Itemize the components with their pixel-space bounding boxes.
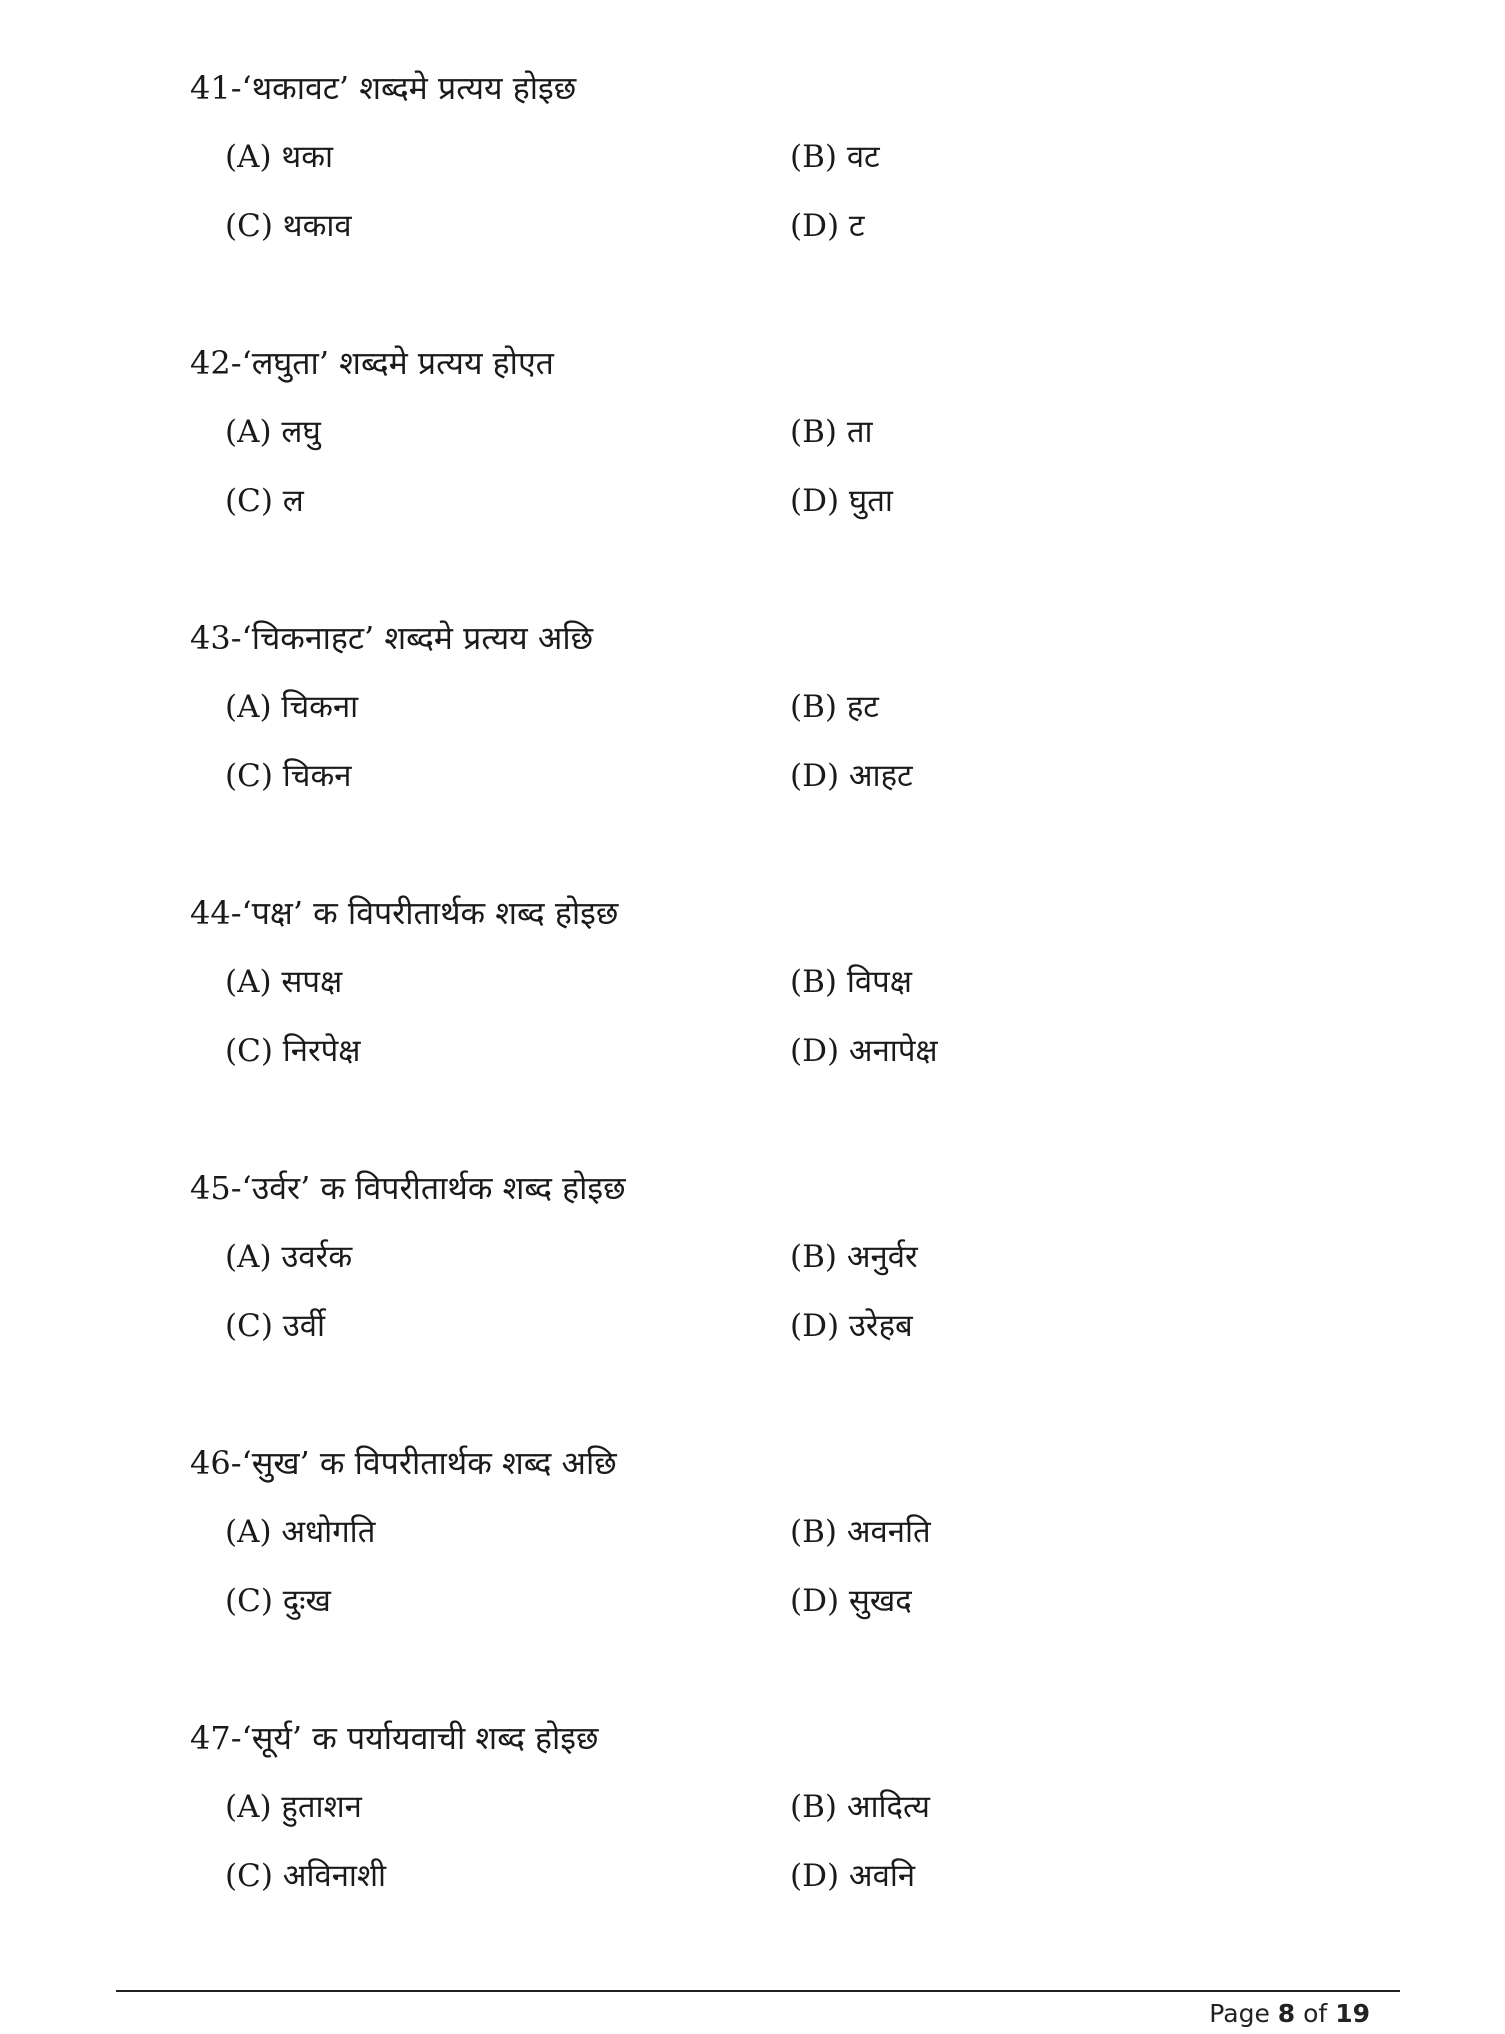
option-a: (A) हुताशन	[225, 1789, 362, 1825]
option-d: (D) अवनि	[790, 1858, 916, 1894]
question-44	[190, 893, 1340, 1071]
question-43	[190, 618, 1340, 796]
option-a: (A) लघु	[225, 414, 321, 450]
option-c: (C) थकाव	[225, 208, 352, 244]
option-a: (A) उवर्रक	[225, 1239, 353, 1275]
footer-divider	[116, 1990, 1400, 1992]
question-47	[190, 1718, 1340, 1896]
page-number	[1209, 1999, 1370, 2029]
options-grid	[190, 963, 1340, 1071]
options-grid	[190, 413, 1340, 521]
question-text: 44-‘पक्ष’ क विपरीतार्थक शब्द होइछ	[190, 894, 619, 932]
option-b: (B) अनुर्वर	[790, 1239, 918, 1275]
question-text: 46-‘सुख’ क विपरीतार्थक शब्द अछि	[190, 1444, 617, 1482]
question-42	[190, 343, 1340, 521]
options-grid	[190, 138, 1340, 246]
question-text: 42-‘लघुता’ शब्दमे प्रत्यय होएत	[190, 344, 554, 382]
option-b: (B) हट	[790, 689, 879, 725]
option-d: (D) उरेहब	[790, 1308, 913, 1344]
option-a: (A) थका	[225, 139, 334, 175]
page-prefix: Page	[1209, 1999, 1270, 2028]
question-45	[190, 1168, 1340, 1346]
option-a: (A) अधोगति	[225, 1514, 376, 1550]
question-text: 47-‘सूर्य’ क पर्यायवाची शब्द होइछ	[190, 1719, 599, 1757]
option-b: (B) वट	[790, 139, 880, 175]
options-grid	[190, 1788, 1340, 1896]
option-b: (B) अवनति	[790, 1514, 931, 1550]
page-of: of	[1303, 1999, 1328, 2028]
option-c: (C) ल	[225, 483, 304, 519]
page-total: 19	[1335, 1999, 1370, 2028]
question-text: 45-‘उर्वर’ क विपरीतार्थक शब्द होइछ	[190, 1169, 626, 1207]
option-d: (D) सुखद	[790, 1583, 912, 1619]
option-c: (C) उर्वी	[225, 1308, 326, 1344]
question-text: 43-‘चिकनाहट’ शब्दमे प्रत्यय अछि	[190, 619, 594, 657]
option-d: (D) ट	[790, 208, 865, 244]
page-current: 8	[1277, 1999, 1296, 2028]
option-d: (D) आहट	[790, 758, 913, 794]
option-a: (A) चिकना	[225, 689, 359, 725]
option-c: (C) चिकन	[225, 758, 352, 794]
option-c: (C) अविनाशी	[225, 1858, 387, 1894]
option-b: (B) विपक्ष	[790, 964, 912, 1000]
option-a: (A) सपक्ष	[225, 964, 343, 1000]
option-d: (D) अनापेक्ष	[790, 1033, 938, 1069]
question-text: 41-‘थकावट’ शब्दमे प्रत्यय होइछ	[190, 69, 577, 107]
options-grid	[190, 1513, 1340, 1621]
question-46	[190, 1443, 1340, 1621]
question-41	[190, 68, 1340, 246]
option-d: (D) घुता	[790, 483, 893, 519]
option-b: (B) ता	[790, 414, 873, 450]
option-c: (C) निरपेक्ष	[225, 1033, 361, 1069]
options-grid	[190, 688, 1340, 796]
option-b: (B) आदित्य	[790, 1789, 930, 1825]
option-c: (C) दुःख	[225, 1583, 331, 1619]
options-grid	[190, 1238, 1340, 1346]
